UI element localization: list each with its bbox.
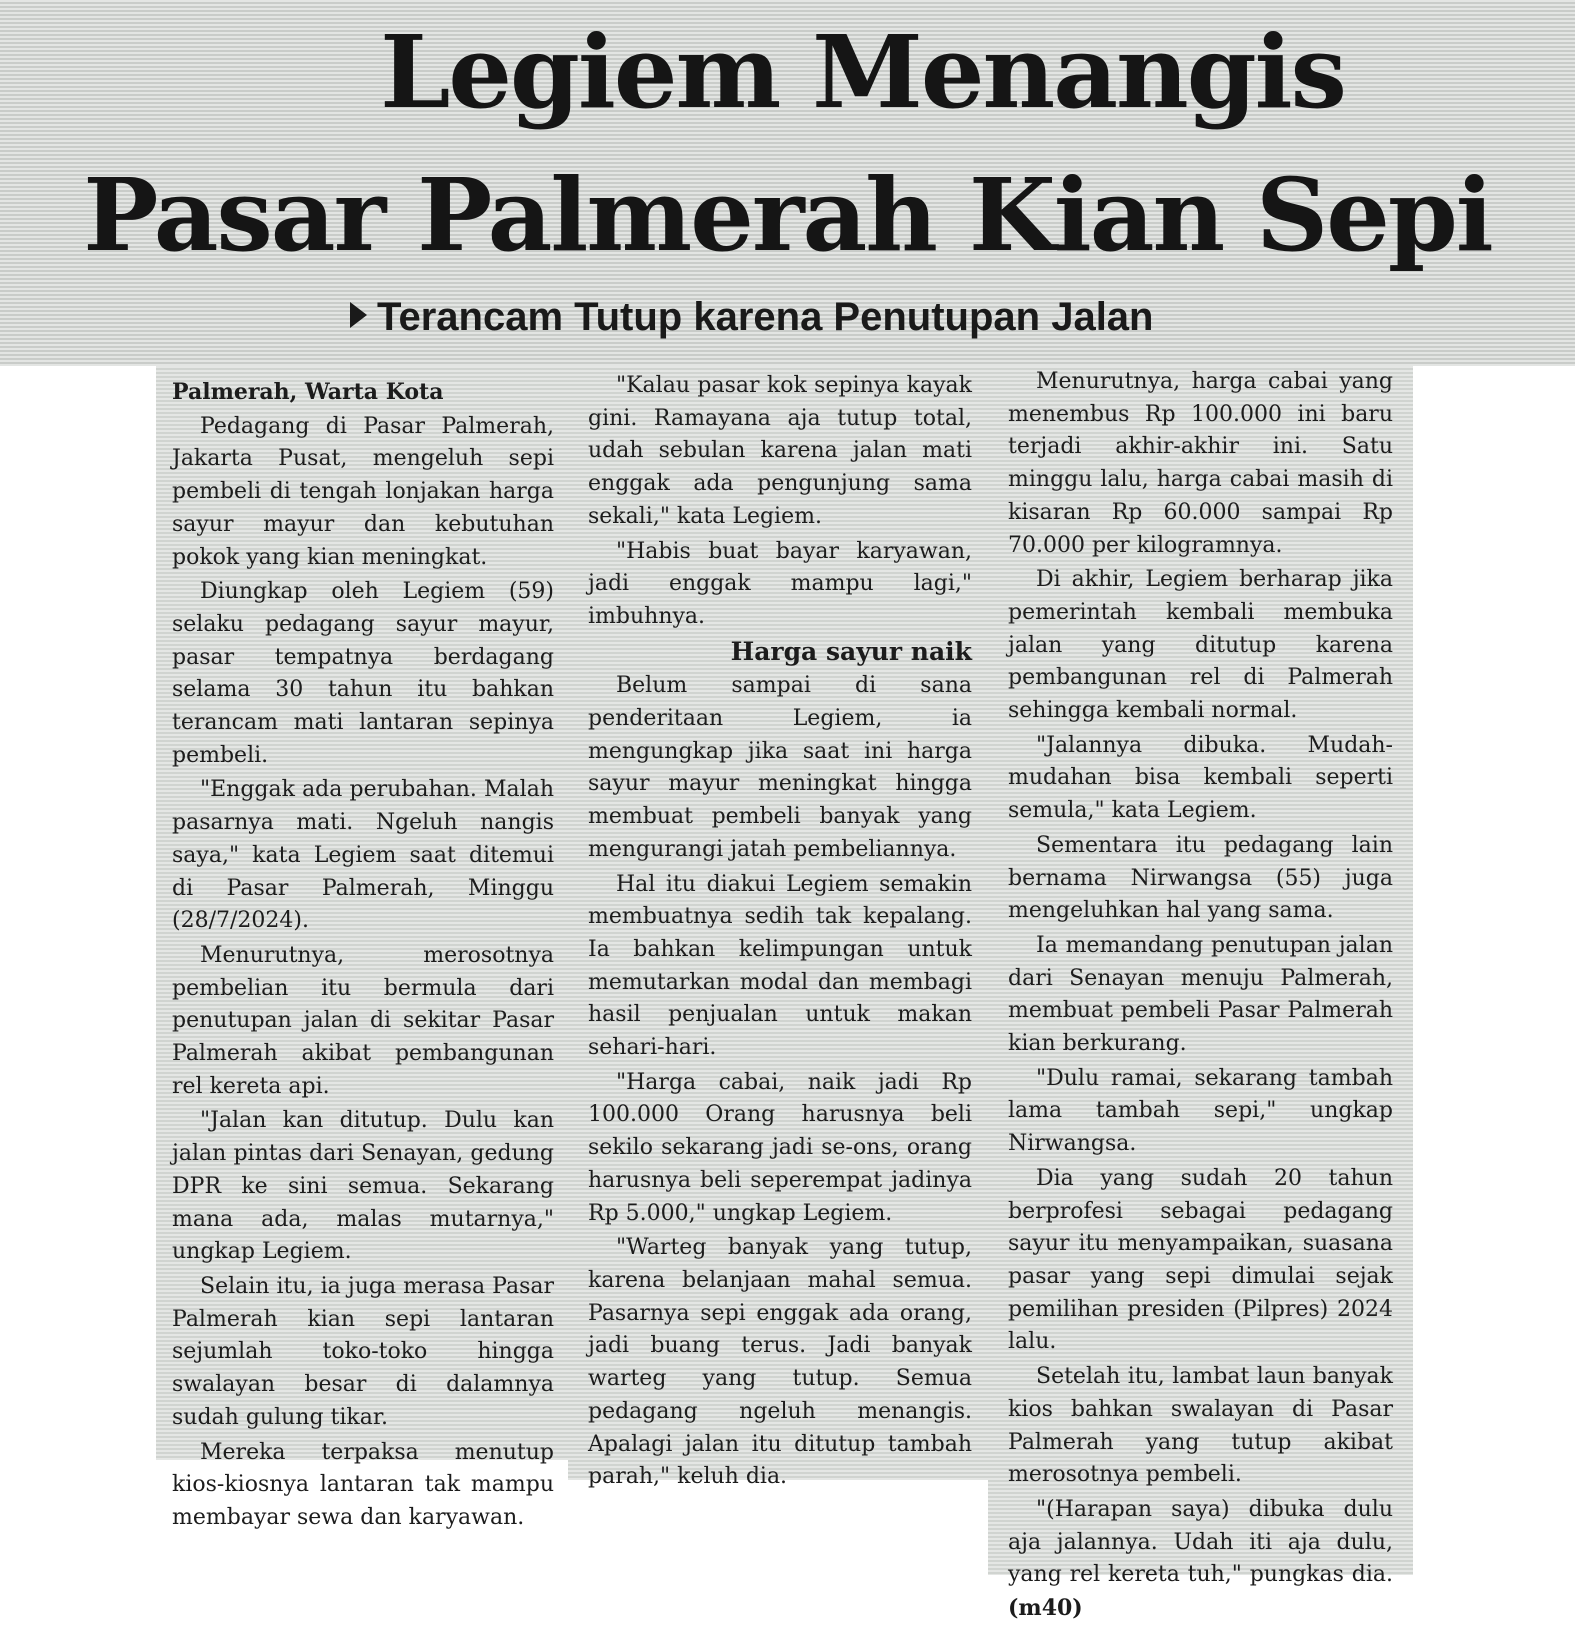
author-signature: (m40) (1008, 1595, 1083, 1622)
paragraph: "Dulu ramai, sekarang tambah lama tambah sepi," ungkap Nirwangsa. (1008, 1065, 1393, 1157)
headline-area (0, 0, 1575, 366)
paragraph: Hal itu diakui Legiem semakin membuatnya sedih tak kepalang. Ia bahkan kelimpungan untuk memutarkan modal dan membagi hasil penjualan untuk makan sehari-hari. (588, 871, 972, 1061)
paragraph: Belum sampai di sana penderitaan Legiem, ia mengungkap jika saat ini harga sayur mayur meningkat hingga membuat pembeli banyak yang mengurangi jatah pembeliannya. (588, 673, 972, 862)
paragraph: Di akhir, Legiem berharap jika pemerintah kembali membuka jalan yang ditutup karena pembangunan rel di Palmerah sehingga kembali normal. (1008, 567, 1393, 724)
paragraph: Diungkap oleh Legiem (59) selaku pedagang sayur mayur, pasar tempatnya berdagang selama 30 tahun itu bahkan terancam mati lantaran sepinya pembeli. (172, 579, 554, 768)
paragraph: "Jalan kan ditutup. Dulu kan jalan pintas dari Senayan, gedung DPR ke sini semua. Sekarang mana ada, malas mutarnya," ungkap Legiem. (172, 1108, 554, 1265)
paragraph: Setelah itu, lambat laun banyak kios bahkan swalayan di Pasar Palmerah yang tutup akibat merosotnya pembeli. (1008, 1364, 1393, 1488)
paragraph: Menurutnya, merosotnya pembelian itu bermula dari penutupan jalan di sekitar Pasar Palmerah akibat pembangunan rel kereta api. (172, 942, 554, 1099)
paragraph: "Enggak ada perubahan. Malah pasarnya mati. Ngeluh nangis saya," kata Legiem saat ditemui di Pasar Palmerah, Minggu (28/7/2024). (172, 777, 554, 934)
dateline: Palmerah, Warta Kota (172, 379, 444, 405)
headline-line-2: Pasar Palmerah Kian Sepi (83, 156, 1492, 274)
paragraph: Menurutnya, harga cabai yang menembus Rp 100.000 ini baru terjadi akhir-akhir ini. Satu minggu lalu, harga cabai masih di kisaran Rp 60.000 sampai Rp 70.000 per kilogramnya. (1008, 369, 1393, 558)
paragraph: "Warteg banyak yang tutup, karena belanjaan mahal semua. Pasarnya sepi enggak ada orang, jadi buang terus. Jadi banyak warteg yang tutup. Semua pedagang ngeluh menangis. Apalagi jalan itu ditutup tambah parah," keluh dia. (588, 1235, 972, 1490)
article-column-1 (156, 366, 570, 1530)
paragraph: "Jalannya dibuka. Mudah-mudahan bisa kembali seperti semula," kata Legiem. (1008, 732, 1393, 824)
paragraph: Ia memandang penutupan jalan dari Senayan menuju Palmerah, membuat pembeli Pasar Palmerah kian berkurang. (1008, 932, 1393, 1057)
paragraph: "Habis buat bayar karyawan, jadi enggak mampu lagi," imbuhnya. (588, 538, 972, 629)
subheadline-text: Terancam Tutup karena Penutupan Jalan (377, 295, 1154, 339)
article-column-2 (568, 366, 990, 1490)
closing-paragraph (1008, 1494, 1393, 1626)
section-subheading: Harga sayur naik (730, 636, 972, 666)
article-column-3 (988, 366, 1413, 1622)
paragraph: Selain itu, ia juga merasa Pasar Palmerah kian sepi lantaran sejumlah toko-toko hingga swalayan besar di dalamnya sudah gulung tikar. (172, 1273, 554, 1430)
paragraph: Sementara itu pedagang lain bernama Nirwangsa (55) juga mengeluhkan hal yang sama. (1008, 832, 1393, 924)
paragraph: Mereka terpaksa menutup kios-kiosnya lantaran tak mampu membayar sewa dan karyawan. (172, 1439, 554, 1530)
paragraph: Pedagang di Pasar Palmerah, Jakarta Pusat, mengeluh sepi pembeli di tengah lonjakan harga sayur mayur dan kebutuhan pokok yang kian meningkat. (172, 413, 554, 570)
subheadline (350, 295, 1153, 340)
triangle-bullet-icon (350, 302, 367, 328)
paragraph: "Kalau pasar kok sepinya kayak gini. Ramayana aja tutup total, udah sebulan karena jalan mati enggak ada pengunjung sama sekali," kata Legiem. (588, 373, 972, 529)
headline-line-1: Legiem Menangis (380, 13, 1345, 131)
paragraph: "Harga cabai, naik jadi Rp 100.000 Orang harusnya beli sekilo sekarang jadi se-ons, orang harusnya beli seperempat jadinya Rp 5.000," ungkap Legiem. (588, 1069, 972, 1226)
closing-quote: "(Harapan saya) dibuka dulu aja jalannya. Udah iti aja dulu, yang rel kereta tuh," pungkas dia. (1008, 1496, 1393, 1588)
paragraph: Dia yang sudah 20 tahun berprofesi sebagai pedagang sayur itu menyampaikan, suasana pasar yang sepi dimulai sejak pemilihan presiden (Pilpres) 2024 lalu. (1008, 1165, 1393, 1355)
